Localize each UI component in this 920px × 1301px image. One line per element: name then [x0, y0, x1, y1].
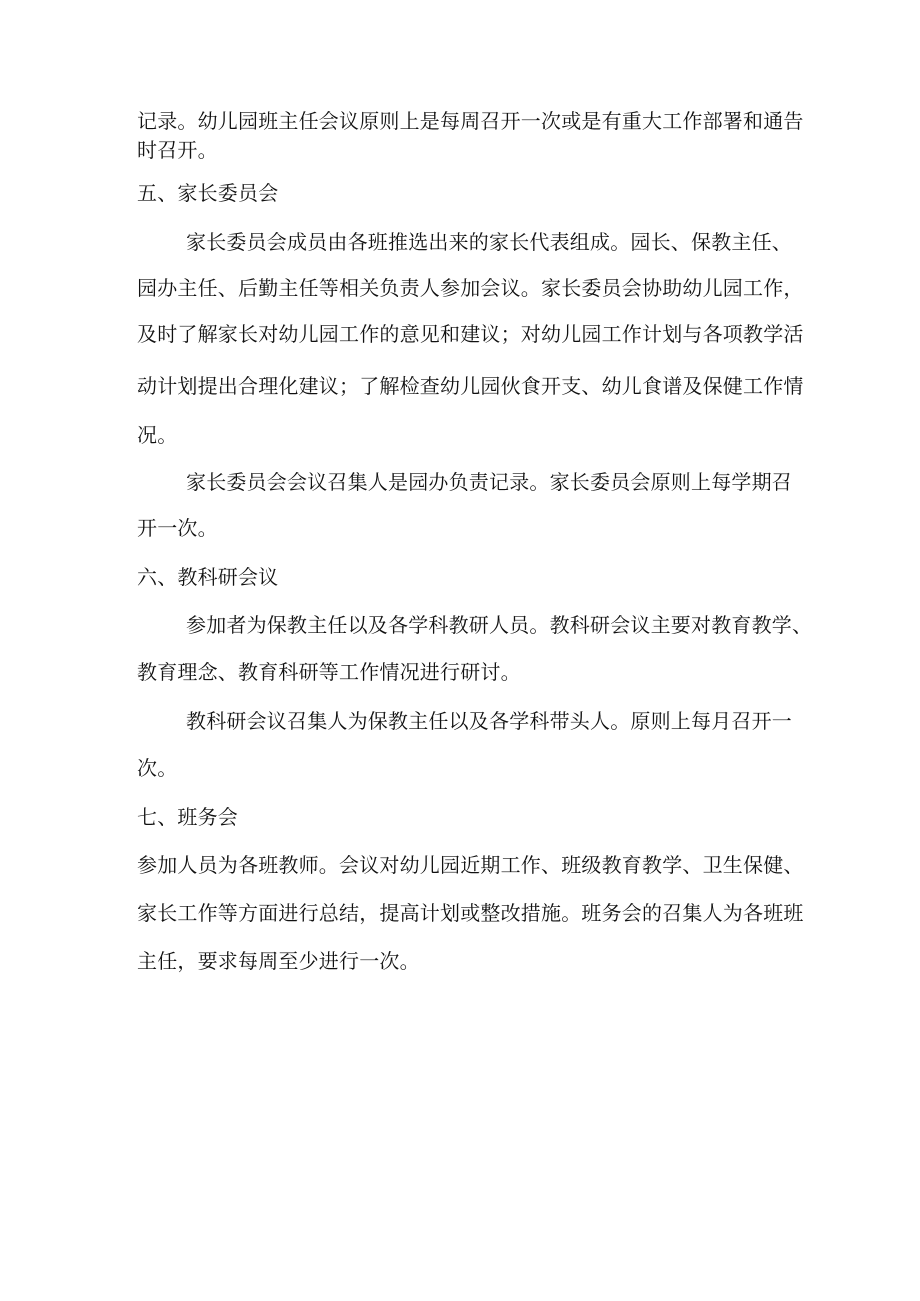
text-line-12: 参加者为保教主任以及各学科教研人员。教科研会议主要对教育教学、	[186, 613, 813, 637]
section-heading-7: 七、班务会	[137, 805, 238, 829]
section-heading-5: 五、家长委员会	[137, 181, 279, 205]
text-line-19: 主任，要求每周至少进行一次。	[137, 949, 420, 973]
text-line-6: 及时了解家长对幼儿园工作的意见和建议；对幼儿园工作计划与各项教学活	[137, 322, 804, 346]
text-line-5: 园办主任、后勤主任等相关负责人参加会议。家长委员会协助幼儿园工作，	[137, 276, 804, 300]
text-line-2: 时召开。	[137, 138, 218, 162]
text-line-17: 参加人员为各班教师。会议对幼儿园近期工作、班级教育教学、卫生保健、	[137, 853, 804, 877]
section-heading-6: 六、教科研会议	[137, 565, 279, 589]
text-line-4: 家长委员会成员由各班推选出来的家长代表组成。园长、保教主任、	[186, 230, 792, 254]
text-line-9: 家长委员会会议召集人是园办负责记录。家长委员会原则上每学期召	[186, 470, 792, 494]
text-line-8: 况。	[137, 423, 178, 447]
text-line-15: 次。	[137, 756, 178, 780]
text-line-7: 动计划提出合理化建议；了解检查幼儿园伙食开支、幼儿食谱及保健工作情	[137, 374, 804, 398]
text-line-1: 记录。幼儿园班主任会议原则上是每周召开一次或是有重大工作部署和通告	[137, 109, 804, 133]
text-line-10: 开一次。	[137, 516, 218, 540]
text-line-18: 家长工作等方面进行总结，提高计划或整改措施。班务会的召集人为各班班	[137, 901, 804, 925]
text-line-13: 教育理念、教育科研等工作情况进行研讨。	[137, 660, 521, 684]
text-line-14: 教科研会议召集人为保教主任以及各学科带头人。原则上每月召开一	[186, 709, 792, 733]
